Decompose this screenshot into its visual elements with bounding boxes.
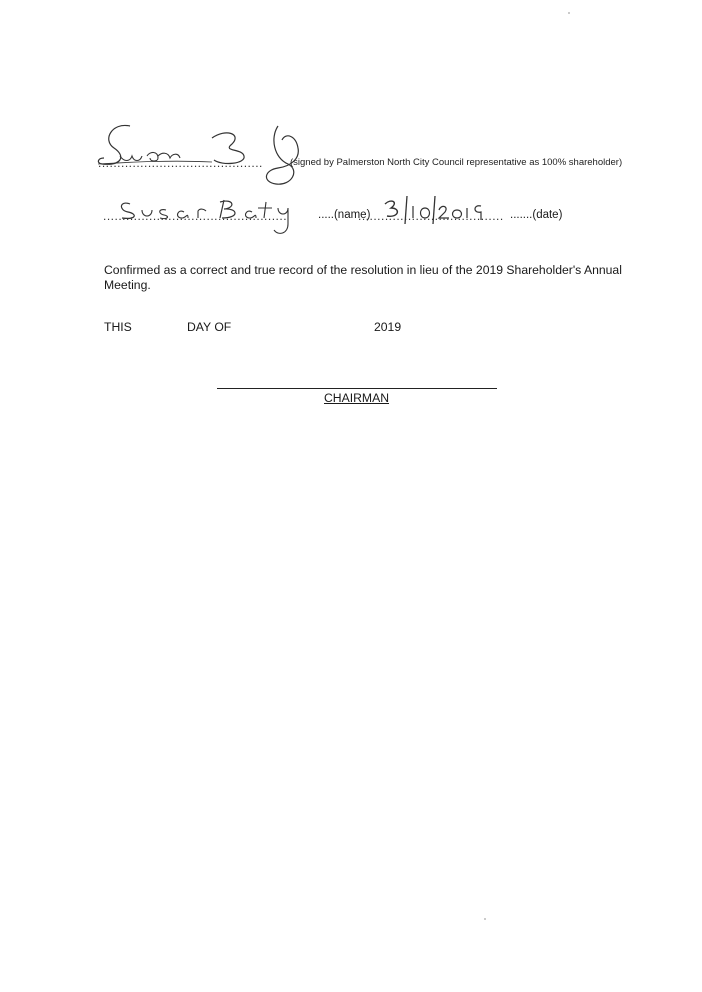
day-of-label: DAY OF	[187, 320, 232, 334]
date-label: .......(date)	[510, 209, 563, 221]
scan-speck	[484, 918, 486, 920]
name-dotted-line: ................................................	[103, 209, 288, 223]
date-dotted-line: ......................................	[358, 209, 504, 223]
year-label: 2019	[374, 320, 402, 334]
signature-caption: (signed by Palmerston North City Council representative as 100% shareholder)	[290, 157, 623, 168]
chairman-signature-line	[217, 388, 497, 389]
handwritten-date	[381, 194, 491, 230]
confirmation-text: Confirmed as a correct and true record of the resolution in lieu of the 2019 Shareholder's Annual Meeting.	[104, 263, 622, 292]
handwritten-name	[114, 196, 304, 238]
handwritten-signature	[92, 118, 307, 193]
scan-speck	[568, 12, 570, 14]
chairman-label: CHAIRMAN	[324, 391, 390, 405]
signature-dotted-line: ...........................................	[98, 156, 263, 170]
this-label: THIS	[104, 320, 132, 334]
name-label: .....(name)	[318, 209, 371, 221]
